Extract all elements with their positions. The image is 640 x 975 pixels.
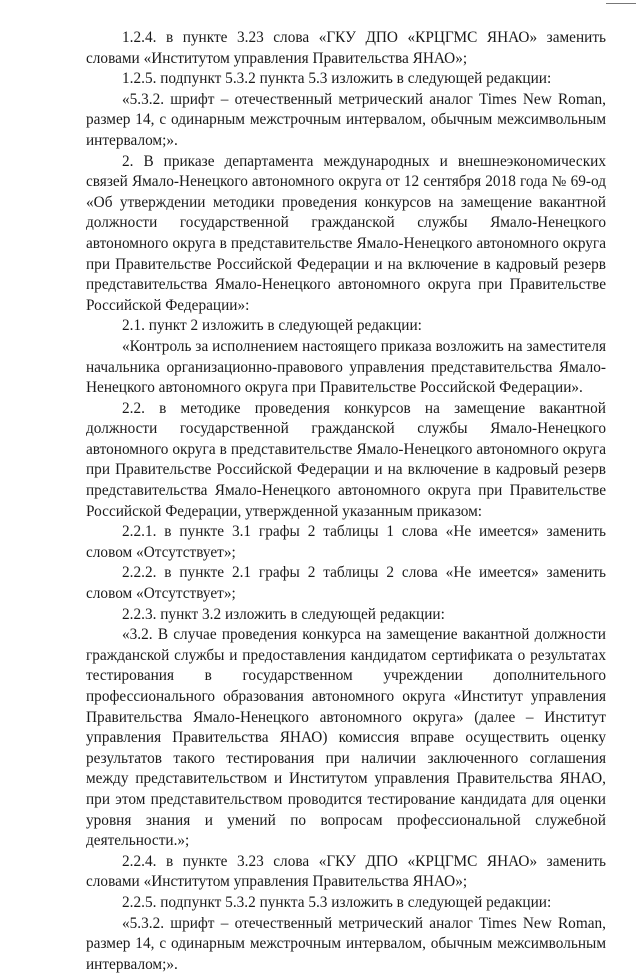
paragraph-1-2-4: 1.2.4. в пункте 3.23 слова «ГКУ ДПО «КРЦГМС ЯНАО» заменить словами «Институтом управления Правительства ЯНАО»; — [86, 29, 606, 67]
paragraph-2-1: 2.1. пункт 2 изложить в следующей редакции: — [122, 317, 422, 335]
paragraph-quote-5-3-2-b: «5.3.2. шрифт – отечественный метрический аналог Times New Roman, размер 14, с одинарным межстрочным интервалом, обычным межсимвольным интервалом;». — [86, 914, 606, 973]
paragraph-1-2-5: 1.2.5. подпункт 5.3.2 пункта 5.3 изложить в следующей редакции: — [122, 70, 552, 88]
paragraph-quote-5-3-2-a: «5.3.2. шрифт – отечественный метрический аналог Times New Roman, размер 14, с одинарным межстрочным интервалом, обычным межсимвольным интервалом;». — [86, 90, 606, 149]
paragraph-2-2-3: 2.2.3. пункт 3.2 изложить в следующей редакции: — [122, 605, 445, 623]
paragraph-quote-3-2: «3.2. В случае проведения конкурса на замещение вакантной должности гражданской службы и предоставления кандидатом сертификата о результатах тестирования в государственном учреждении дополнительного профессионального образования автономного округа «Институт управления Правительства Ямало-Ненецкого автономного округа» (далее – Институт управления Правительства ЯНАО) комиссия вправе осуществить оценку результатов такого тестирования при наличии заключенного соглашения между представительством и Институтом управления Правительства ЯНАО, при этом представительством проводится тестирование кандидата для оценки уровня знания и умений по вопросам профессиональной служебной деятельности.»; — [86, 626, 606, 850]
paragraph-2-2-2: 2.2.2. в пункте 2.1 графы 2 таблицы 2 слова «Не имеется» заменить словом «Отсутствует»; — [86, 564, 606, 603]
paragraph-2-2: 2.2. в методике проведения конкурсов на замещение вакантной должности государственной гражданской службы Ямало-Ненецкого автономного округа в представительстве Ямало-Ненецкого автономного округа при Правительстве Российской Федерации и на включение в кадровый резерв представительства Ямало-Ненецкого автономного округа при Правительстве Российской Федерации, утвержденной указанным приказом: — [86, 399, 606, 520]
paragraph-2: 2. В приказе департамента международных и внешнеэкономических связей Ямало-Ненецкого автономного округа от 12 сентября 2018 года № 69-од «Об утверждении методики проведения конкурсов на замещение вакантной должности государственной гражданской службы Ямало-Ненецкого автономного округа в представительстве Ямало-Ненецкого автономного округа при Правительстве Российской Федерации и на включение в кадровый резерв представительства Ямало-Ненецкого автономного округа при Правительстве Российской Федерации»: — [86, 152, 606, 314]
paragraph-2-2-4: 2.2.4. в пункте 3.23 слова «ГКУ ДПО «КРЦГМС ЯНАО» заменить словами «Институтом управления Правительства ЯНАО»; — [86, 852, 606, 891]
paragraph-quote-control: «Контроль за исполнением настоящего приказа возложить на заместителя начальника организационно-правового управления представительства Ямало-Ненецкого автономного округа при Правительстве Российской Федерации». — [86, 337, 606, 397]
corner-mark — [606, 3, 636, 4]
paragraph-2-2-5: 2.2.5. подпункт 5.3.2 пункта 5.3 изложить в следующей редакции: — [122, 893, 552, 911]
paragraph-2-2-1: 2.2.1. в пункте 3.1 графы 2 таблицы 1 слова «Не имеется» заменить словом «Отсутствует»; — [86, 523, 606, 561]
